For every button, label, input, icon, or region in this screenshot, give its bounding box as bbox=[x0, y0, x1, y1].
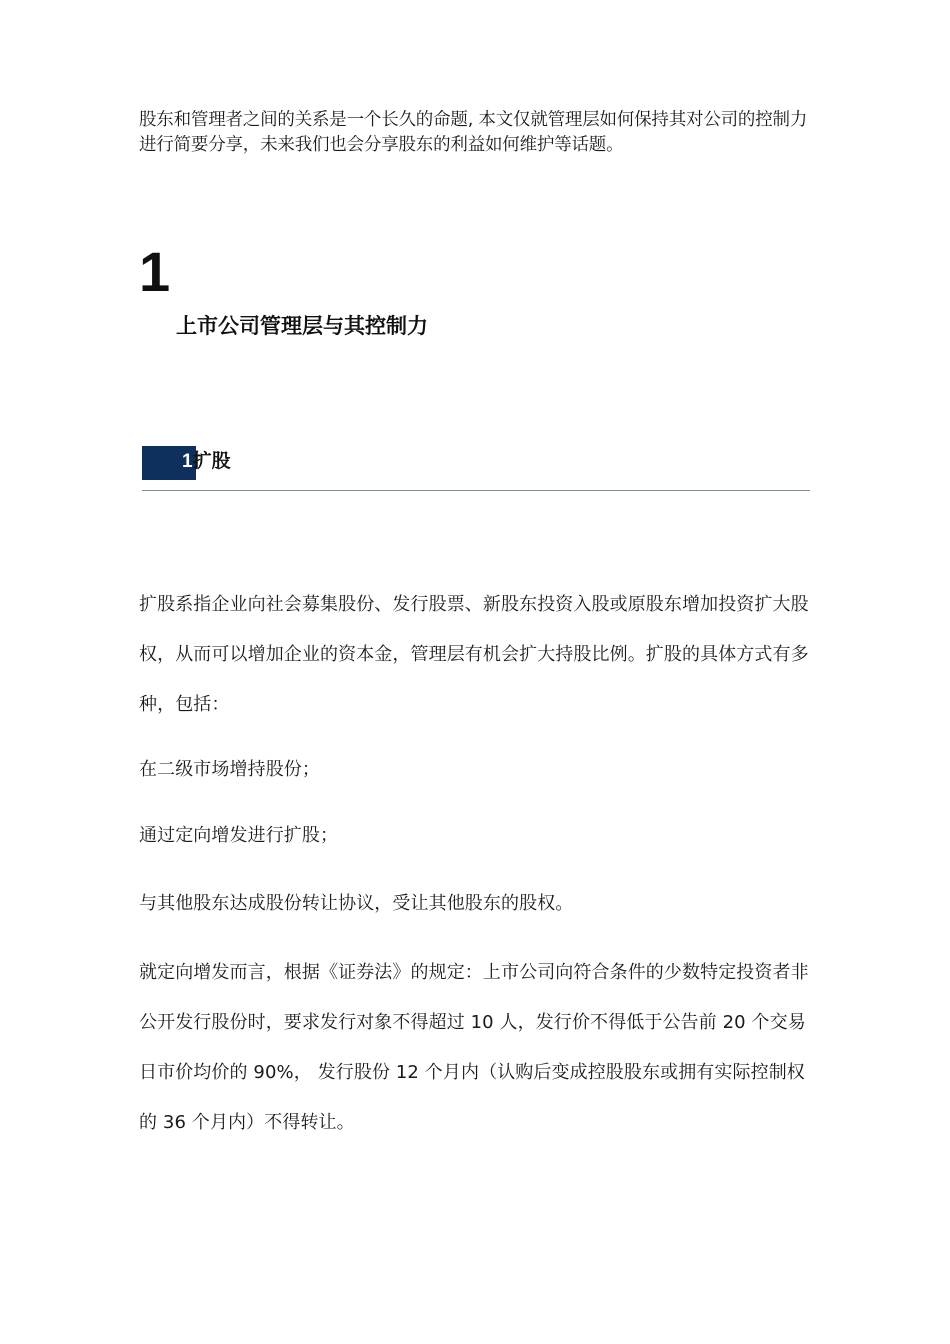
paragraph-method-share-transfer: 与其他股东达成股份转让协议，受让其他股东的股权。 bbox=[139, 893, 574, 914]
section-title bbox=[182, 446, 231, 477]
chapter-title: 上市公司管理层与其控制力 bbox=[176, 314, 428, 338]
paragraph-method-private-placement: 通过定向增发进行扩股； bbox=[139, 825, 339, 846]
intro-paragraph: 股东和管理者之间的关系是一个长久的命题, 本文仅就管理层如何保持其对公司的控制力进行简要分享，未来我们也会分享股东的利益如何维护等话题。 bbox=[139, 110, 808, 155]
paragraph-securities-law: 就定向增发而言，根据《证券法》的规定：上市公司向符合条件的少数特定投资者非公开发行股份时，要求发行对象不得超过 10 人，发行价不得低于公告前 20 个交易日市价均价的 90%， 发行股份 12 个月内（认购后变成控股股东或拥有实际控制权的 36 个月内）不得转让。 bbox=[139, 962, 809, 1133]
paragraph-expansion-definition: 扩股系指企业向社会募集股份、发行股票、新股东投资入股或原股东增加投资扩大股权，从而可以增加企业的资本金，管理层有机会扩大持股比例。扩股的具体方式有多种，包括： bbox=[139, 594, 809, 715]
section-header bbox=[142, 444, 810, 491]
chapter-number: 1 bbox=[139, 240, 171, 303]
paragraph-method-secondary-market: 在二级市场增持股份； bbox=[139, 759, 320, 780]
section-number: 1 bbox=[182, 451, 193, 472]
section-title-text: 扩股 bbox=[192, 450, 231, 472]
